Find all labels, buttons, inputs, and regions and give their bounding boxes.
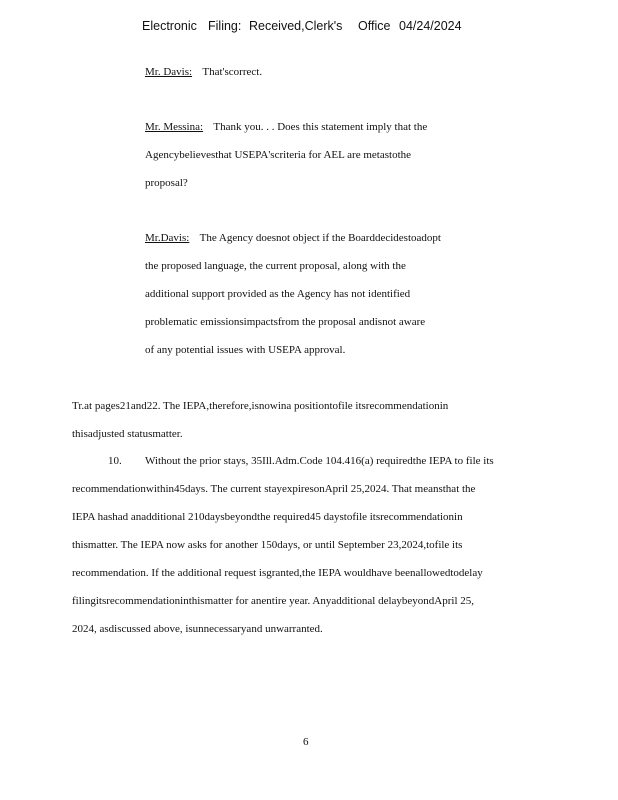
quote-line: of any potential issues with USEPA approval. bbox=[145, 344, 346, 356]
quote-line: additional support provided as the Agency has not identified bbox=[145, 288, 411, 300]
quote-line bbox=[145, 121, 427, 133]
speaker-label: Mr. Davis: bbox=[145, 66, 193, 78]
header-date: 04/24/2024 bbox=[399, 19, 462, 33]
page-number: 6 bbox=[303, 736, 309, 748]
body-line: recommendationwithin45days. The current stayexpiresonApril 25,2024. That meansthat the bbox=[72, 483, 476, 495]
header-filing: Filing: bbox=[208, 19, 242, 33]
body-line: IEPA hashad anadditional 210daysbeyondthe required45 daystofile itsrecommendationin bbox=[72, 511, 463, 523]
speaker-label: Mr. Messina: bbox=[145, 121, 204, 133]
header-office: Office bbox=[358, 19, 391, 33]
quote-line: proposal? bbox=[145, 177, 188, 189]
body-line: thismatter. The IEPA now asks for another 150days, or until September 23,2024,tofile its bbox=[72, 539, 463, 551]
speaker-label: Mr.Davis: bbox=[145, 232, 190, 244]
quote-line bbox=[145, 232, 441, 244]
body-line: Without the prior stays, 35Ill.Adm.Code 104.416(a) requiredthe IEPA to file its bbox=[145, 455, 494, 467]
body-line: Tr.at pages21and22. The IEPA,therefore,isnowina positiontofile itsrecommendationin bbox=[72, 400, 449, 412]
quote-line bbox=[145, 66, 262, 78]
quote-text: Thank you. . . Does this statement imply that the bbox=[213, 121, 428, 133]
header-electronic: Electronic bbox=[142, 19, 197, 33]
filing-header bbox=[142, 19, 482, 39]
quote-text: That'scorrect. bbox=[202, 66, 263, 78]
body-line: 2024, asdiscussed above, isunnecessaryand unwarranted. bbox=[72, 623, 323, 635]
paragraph-number: 10. bbox=[108, 455, 122, 467]
header-received: Received,Clerk's bbox=[249, 19, 343, 33]
body-line: filingitsrecommendationinthismatter for anentire year. Anyadditional delaybeyondApril 25, bbox=[72, 595, 475, 607]
body-line: thisadjusted statusmatter. bbox=[72, 428, 183, 440]
quote-line: the proposed language, the current proposal, along with the bbox=[145, 260, 406, 272]
quote-text: The Agency doesnot object if the Boarddecidestoadopt bbox=[199, 232, 441, 244]
quote-line: Agencybelievesthat USEPA'scriteria for AEL are metastothe bbox=[145, 149, 412, 161]
body-line: recommendation. If the additional request isgranted,the IEPA wouldhave beenallowedtodelay bbox=[72, 567, 483, 579]
quote-line: problematic emissionsimpactsfrom the proposal andisnot aware bbox=[145, 316, 426, 328]
